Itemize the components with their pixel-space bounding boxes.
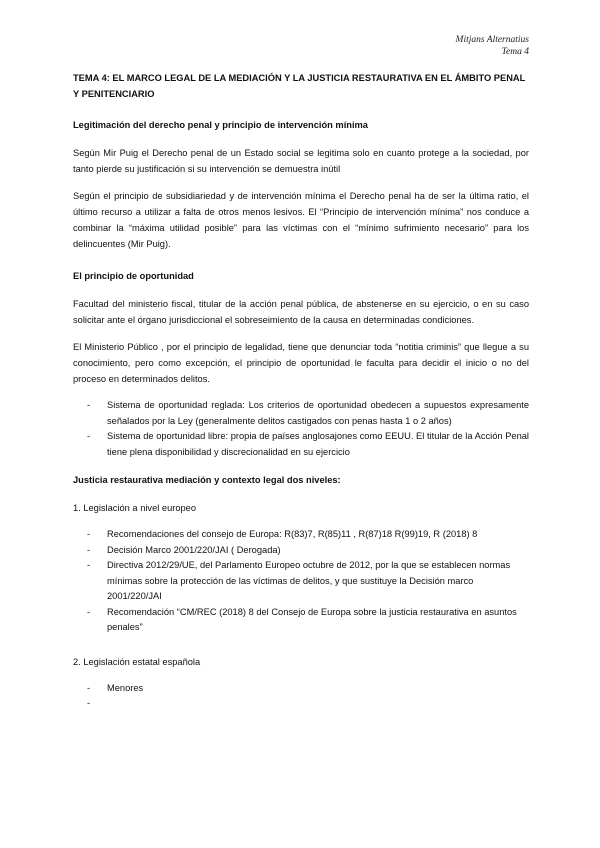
list-item: - Sistema de oportunidad libre: propia de países anglosajones como EEUU. El titular de la Acción Penal tiene plena disponibilidad y discrecionalidad en su ejercicio xyxy=(107,429,529,460)
document-title: TEMA 4: EL MARCO LEGAL DE LA MEDIACIÓN Y LA JUSTICIA RESTAURATIVA EN EL ÁMBITO PENAL Y PENITENCIARIO xyxy=(73,73,526,99)
page-header xyxy=(456,34,529,58)
paragraph: Facultad del ministerio fiscal, titular de la acción penal pública, de abstenerse en su ejercicio, o en su caso solicitar ante el órgano jurisdiccional el sobreseimiento de la causa en determinadas condiciones. xyxy=(73,299,529,325)
paragraph: El Ministerio Público , por el principio de legalidad, tiene que denunciar toda “notitia criminis” que llegue a su conocimiento, pero como excepción, el principio de oportunidad le faculta para decidir el inicio o no del proceso en determinados delitos. xyxy=(73,342,529,384)
subsection-heading-europeo: 1. Legislación a nivel europeo xyxy=(73,503,197,513)
subsection-heading-estatal: 2. Legislación estatal española xyxy=(73,656,201,667)
section-heading-legitimacion: Legitimación del derecho penal y principio de intervención mínima xyxy=(73,120,368,130)
state-legislation-list xyxy=(73,681,529,713)
section-heading-oportunidad: El principio de oportunidad xyxy=(73,271,194,281)
oportunidad-list xyxy=(73,398,529,460)
paragraph: Según Mir Puig el Derecho penal de un Estado social se legitima solo en cuanto protege a la sociedad, por tanto pierde su justificación si su intervención se demuestra inútil xyxy=(73,148,529,174)
list-item: - Menores xyxy=(107,681,529,697)
header-course: Mitjans Alternatius xyxy=(455,35,529,45)
document-body xyxy=(73,70,529,724)
european-legislation-list xyxy=(73,527,529,636)
list-item: - Decisión Marco 2001/220/JAI ( Derogada) xyxy=(107,543,529,559)
list-item: - Sistema de oportunidad reglada: Los criterios de oportunidad obedecen a supuestos expresamente señalados por la Ley (generalmente delitos castigados con penas hasta 1 o 2 años) xyxy=(107,398,529,429)
paragraph: Según el principio de subsidiariedad y de intervención mínima el Derecho penal ha de ser la última ratio, el último recurso a utilizar a falta de otros menos lesivos. El “Principio de intervención mínima” nos conduce a combinar la “máxima utilidad posible” para las víctimas con el “mínimo sufrimiento necesario” para los delincuentes (Mir Puig). xyxy=(73,191,529,249)
list-item-empty xyxy=(107,696,529,712)
list-item: - Recomendaciones del consejo de Europa: R(83)7, R(85)11 , R(87)18 R(99)19, R (2018) 8 xyxy=(107,527,529,543)
list-item: - Recomendación “CM/REC (2018) 8 del Consejo de Europa sobre la justicia restaurativa en asuntos penales” xyxy=(107,605,529,636)
list-item: - Directiva 2012/29/UE, del Parlamento Europeo octubre de 2012, por la que se establecen normas mínimas sobre la protección de las víctimas de delitos, y que sustituye la Decisión marco 2001/220/JAI xyxy=(107,558,529,605)
header-topic: Tema 4 xyxy=(501,47,529,57)
section-heading-justicia: Justicia restaurativa mediación y contexto legal dos niveles: xyxy=(73,475,341,485)
